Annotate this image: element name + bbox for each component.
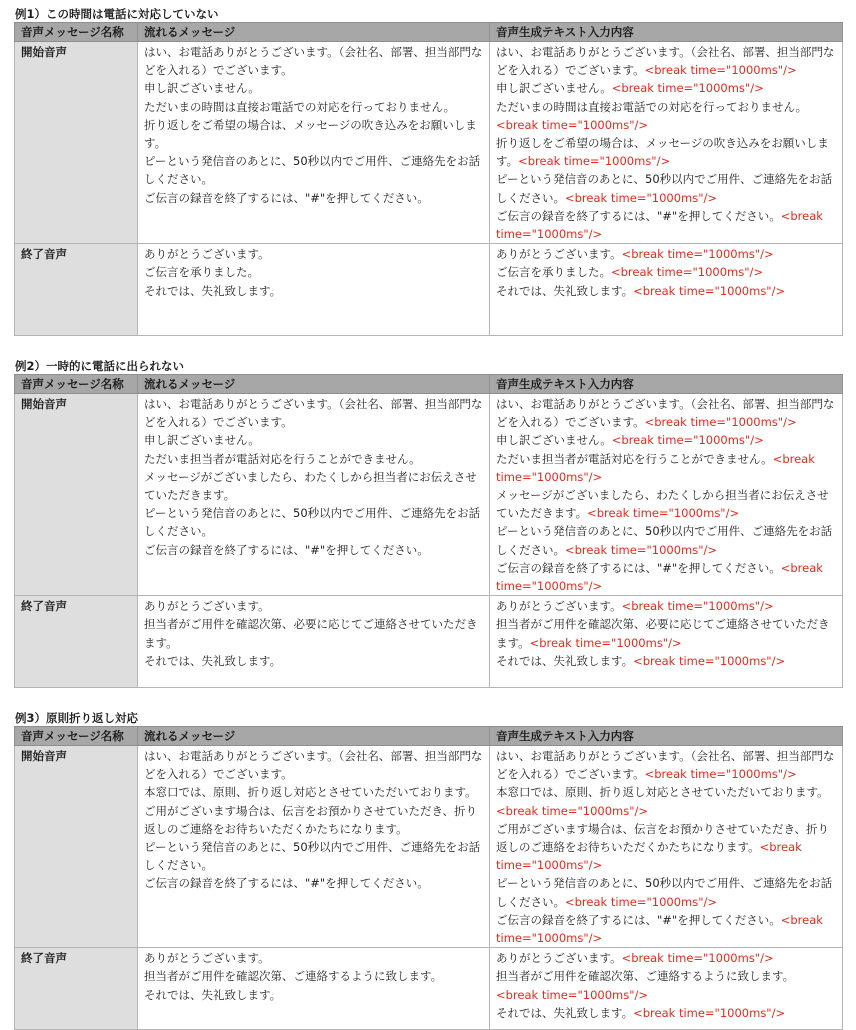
line-text: 折り返しをご希望の場合は、メッセージの吹き込みをお願いします。 [144, 117, 477, 151]
line-text: はい、お電話ありがとうございます。（会社名、部署、担当部門などを入れる）でございます。 [496, 45, 835, 78]
line-text: ご用がございます場合は、伝言をお預かりさせていただき、折り返しのご連絡をお待ちいただくかたちになります。 [496, 821, 830, 855]
message-line [144, 282, 483, 300]
break-tag: <break time="1000ms"/> [644, 415, 797, 430]
break-tag: <break time="1000ms"/> [621, 247, 774, 262]
break-tag: <break time="1000ms"/> [496, 803, 649, 818]
message-cell [138, 948, 490, 1030]
message-cell [138, 596, 490, 688]
line-text: それでは、失礼致します。 [496, 1005, 634, 1020]
message-line [144, 652, 483, 670]
tts-line [496, 559, 836, 595]
line-text: 申し訳ございません。 [144, 81, 260, 96]
line-text: ピーという発信音のあとに、50秒以内でご用件、ご連絡先をお話しください。 [496, 524, 833, 557]
break-tag: <break time="1000ms"/> [565, 894, 718, 909]
header-tts: 音声生成テキスト入力内容 [490, 375, 843, 394]
line-text: 申し訳ございません。 [496, 81, 612, 96]
tts-line [496, 207, 836, 243]
line-text: それでは、失礼致します。 [496, 283, 634, 298]
table-header-row [15, 727, 843, 746]
break-tag: <break time="1000ms"/> [611, 265, 764, 280]
line-text: ただいまの時間は直接お電話での対応を行っておりません。 [144, 99, 456, 114]
message-line [144, 597, 483, 615]
break-tag: <break time="1000ms"/> [633, 283, 786, 298]
line-text: ご伝言の録音を終了するには、"#"を押してください。 [144, 876, 429, 891]
tts-line [496, 747, 836, 783]
tts-line [496, 652, 836, 670]
message-cell [138, 42, 490, 244]
message-line [144, 541, 483, 559]
message-line [144, 450, 483, 468]
tts-line [496, 263, 836, 281]
table-row-start [15, 394, 843, 596]
message-table [14, 22, 843, 336]
table-row-end [15, 596, 843, 688]
row-label-start: 開始音声 [15, 42, 138, 244]
table-header-row [15, 23, 843, 42]
line-text: ありがとうございます。 [496, 599, 622, 614]
line-text: 担当者がご用件を確認次第、必要に応じてご連絡させていただきます。 [144, 617, 478, 650]
line-text: ご伝言の録音を終了するには、"#"を押してください。 [496, 560, 781, 575]
line-text: はい、お電話ありがとうございます。（会社名、部署、担当部門などを入れる）でございます。 [144, 45, 483, 78]
break-tag: <break time="1000ms"/> [611, 81, 764, 96]
message-line [144, 747, 483, 783]
message-line [144, 43, 483, 79]
line-text: はい、お電話ありがとうございます。（会社名、部署、担当部門などを入れる）でございます。 [496, 749, 835, 782]
table-row-end [15, 244, 843, 336]
tts-line [496, 450, 836, 486]
message-line [144, 152, 483, 188]
line-text: 本窓口では、原則、折り返し対応とさせていただいております。 [496, 785, 829, 800]
tts-line [496, 820, 836, 875]
break-tag: <break time="1000ms"/> [611, 433, 764, 448]
tts-cell [490, 394, 843, 596]
line-text: ただいま担当者が電話対応を行うことができません。 [496, 451, 773, 466]
line-text: ありがとうございます。 [496, 247, 622, 262]
header-message: 流れるメッセージ [138, 23, 490, 42]
tts-line [496, 282, 836, 300]
table-row-end [15, 948, 843, 1030]
message-line [144, 468, 483, 504]
message-line [144, 783, 483, 801]
tts-line [496, 949, 836, 967]
line-text: ありがとうございます。 [496, 951, 622, 966]
message-line [144, 245, 483, 263]
header-name: 音声メッセージ名称 [15, 375, 138, 394]
tts-line [496, 874, 836, 910]
tts-line [496, 1004, 836, 1022]
tts-line [496, 134, 836, 170]
break-tag: <break time="1000ms"/> [496, 451, 815, 484]
message-line [144, 838, 483, 874]
message-line [144, 967, 483, 985]
line-text: 折り返しをご希望の場合は、メッセージの吹き込みをお願いします。 [496, 136, 829, 169]
line-text: それでは、失礼致します。 [144, 987, 282, 1002]
tts-line [496, 245, 836, 263]
message-line [144, 949, 483, 967]
example-section-2 [14, 358, 842, 688]
message-cell [138, 746, 490, 948]
line-text: ありがとうございます。 [144, 599, 270, 614]
tts-line [496, 967, 836, 1003]
message-line [144, 116, 483, 152]
line-text: 担当者がご用件を確認次第、ご連絡するように致します。 [496, 969, 795, 984]
row-label-end: 終了音声 [15, 596, 138, 688]
row-label-end: 終了音声 [15, 244, 138, 336]
message-line [144, 189, 483, 207]
message-table [14, 726, 843, 1030]
message-line [144, 98, 483, 116]
tts-cell [490, 244, 843, 336]
example-section-3 [14, 710, 842, 1030]
line-text: ご伝言の録音を終了するには、"#"を押してください。 [144, 190, 429, 205]
tts-line [496, 783, 836, 819]
line-text: 申し訳ございません。 [144, 433, 260, 448]
break-tag: <break time="1000ms"/> [529, 635, 682, 650]
line-text: ピーという発信音のあとに、50秒以内でご用件、ご連絡先をお話しください。 [496, 172, 833, 205]
header-tts: 音声生成テキスト入力内容 [490, 727, 843, 746]
break-tag: <break time="1000ms"/> [518, 154, 671, 169]
break-tag: <break time="1000ms"/> [621, 599, 774, 614]
message-line [144, 986, 483, 1004]
message-table [14, 374, 843, 688]
header-name: 音声メッセージ名称 [15, 23, 138, 42]
message-line [144, 802, 483, 838]
break-tag: <break time="1000ms"/> [496, 117, 649, 132]
break-tag: <break time="1000ms"/> [496, 208, 823, 242]
line-text: ご伝言の録音を終了するには、"#"を押してください。 [144, 542, 429, 557]
break-tag: <break time="1000ms"/> [633, 653, 786, 668]
break-tag: <break time="1000ms"/> [496, 912, 823, 946]
line-text: はい、お電話ありがとうございます。（会社名、部署、担当部門などを入れる）でございます。 [496, 397, 835, 430]
tts-line [496, 522, 836, 558]
tts-line [496, 597, 836, 615]
line-text: それでは、失礼致します。 [496, 653, 634, 668]
tts-cell [490, 948, 843, 1030]
line-text: メッセージがございましたら、わたくしから担当者にお伝えさせていただきます。 [496, 488, 829, 521]
line-text: それでは、失礼致します。 [144, 653, 282, 668]
tts-cell [490, 42, 843, 244]
tts-line [496, 170, 836, 206]
message-cell [138, 244, 490, 336]
line-text: 申し訳ございません。 [496, 433, 612, 448]
break-tag: <break time="1000ms"/> [621, 951, 774, 966]
row-label-start: 開始音声 [15, 394, 138, 596]
line-text: ピーという発信音のあとに、50秒以内でご用件、ご連絡先をお話しください。 [144, 506, 481, 539]
break-tag: <break time="1000ms"/> [496, 987, 649, 1002]
tts-line [496, 43, 836, 79]
header-name: 音声メッセージ名称 [15, 727, 138, 746]
line-text: ありがとうございます。 [144, 247, 270, 262]
tts-line [496, 395, 836, 431]
line-text: ピーという発信音のあとに、50秒以内でご用件、ご連絡先をお話しください。 [144, 840, 481, 873]
line-text: ご伝言の録音を終了するには、"#"を押してください。 [496, 912, 781, 927]
table-header-row [15, 375, 843, 394]
header-message: 流れるメッセージ [138, 727, 490, 746]
break-tag: <break time="1000ms"/> [633, 1005, 786, 1020]
message-line [144, 263, 483, 281]
line-text: メッセージがございましたら、わたくしから担当者にお伝えさせていただきます。 [144, 469, 477, 503]
tts-line [496, 98, 836, 134]
header-tts: 音声生成テキスト入力内容 [490, 23, 843, 42]
line-text: ただいま担当者が電話対応を行うことができません。 [144, 451, 421, 466]
line-text: ご伝言を承りました。 [496, 265, 611, 280]
tts-line [496, 431, 836, 449]
line-text: はい、お電話ありがとうございます。（会社名、部署、担当部門などを入れる）でございます。 [144, 397, 483, 430]
message-line [144, 431, 483, 449]
line-text: 本窓口では、原則、折り返し対応とさせていただいております。 [144, 785, 477, 800]
break-tag: <break time="1000ms"/> [565, 542, 718, 557]
line-text: ご伝言の録音を終了するには、"#"を押してください。 [496, 208, 781, 223]
break-tag: <break time="1000ms"/> [496, 840, 802, 873]
line-text: ただいまの時間は直接お電話での対応を行っておりません。 [496, 99, 808, 114]
section-title: 例2）一時的に電話に出られない [15, 359, 184, 373]
line-text: ご用がございます場合は、伝言をお預かりさせていただき、折り返しのご連絡をお待ちいただくかたちになります。 [144, 803, 478, 836]
line-text: 担当者がご用件を確認次第、必要に応じてご連絡させていただきます。 [496, 617, 830, 650]
line-text: ピーという発信音のあとに、50秒以内でご用件、ご連絡先をお話しください。 [144, 154, 481, 187]
message-line [144, 395, 483, 431]
line-text: はい、お電話ありがとうございます。（会社名、部署、担当部門などを入れる）でございます。 [144, 749, 483, 782]
row-label-end: 終了音声 [15, 948, 138, 1030]
message-line [144, 874, 483, 892]
line-text: ご伝言を承りました。 [144, 265, 259, 280]
tts-line [496, 79, 836, 97]
tts-line [496, 615, 836, 651]
tts-cell [490, 596, 843, 688]
line-text: それでは、失礼致します。 [144, 283, 282, 298]
break-tag: <break time="1000ms"/> [565, 190, 718, 205]
tts-line [496, 911, 836, 947]
tts-line [496, 486, 836, 522]
message-line [144, 504, 483, 540]
break-tag: <break time="1000ms"/> [587, 506, 740, 521]
section-title: 例3）原則折り返し対応 [15, 711, 139, 725]
message-line [144, 79, 483, 97]
table-row-start [15, 746, 843, 948]
break-tag: <break time="1000ms"/> [496, 560, 823, 594]
table-row-start [15, 42, 843, 244]
line-text: ピーという発信音のあとに、50秒以内でご用件、ご連絡先をお話しください。 [496, 876, 833, 909]
break-tag: <break time="1000ms"/> [644, 767, 797, 782]
line-text: ありがとうございます。 [144, 951, 270, 966]
header-message: 流れるメッセージ [138, 375, 490, 394]
line-text: 担当者がご用件を確認次第、ご連絡するように致します。 [144, 969, 443, 984]
row-label-start: 開始音声 [15, 746, 138, 948]
message-line [144, 615, 483, 651]
message-cell [138, 394, 490, 596]
tts-cell [490, 746, 843, 948]
section-title: 例1）この時間は電話に対応していない [15, 7, 219, 21]
break-tag: <break time="1000ms"/> [644, 63, 797, 78]
example-section-1 [14, 6, 842, 336]
